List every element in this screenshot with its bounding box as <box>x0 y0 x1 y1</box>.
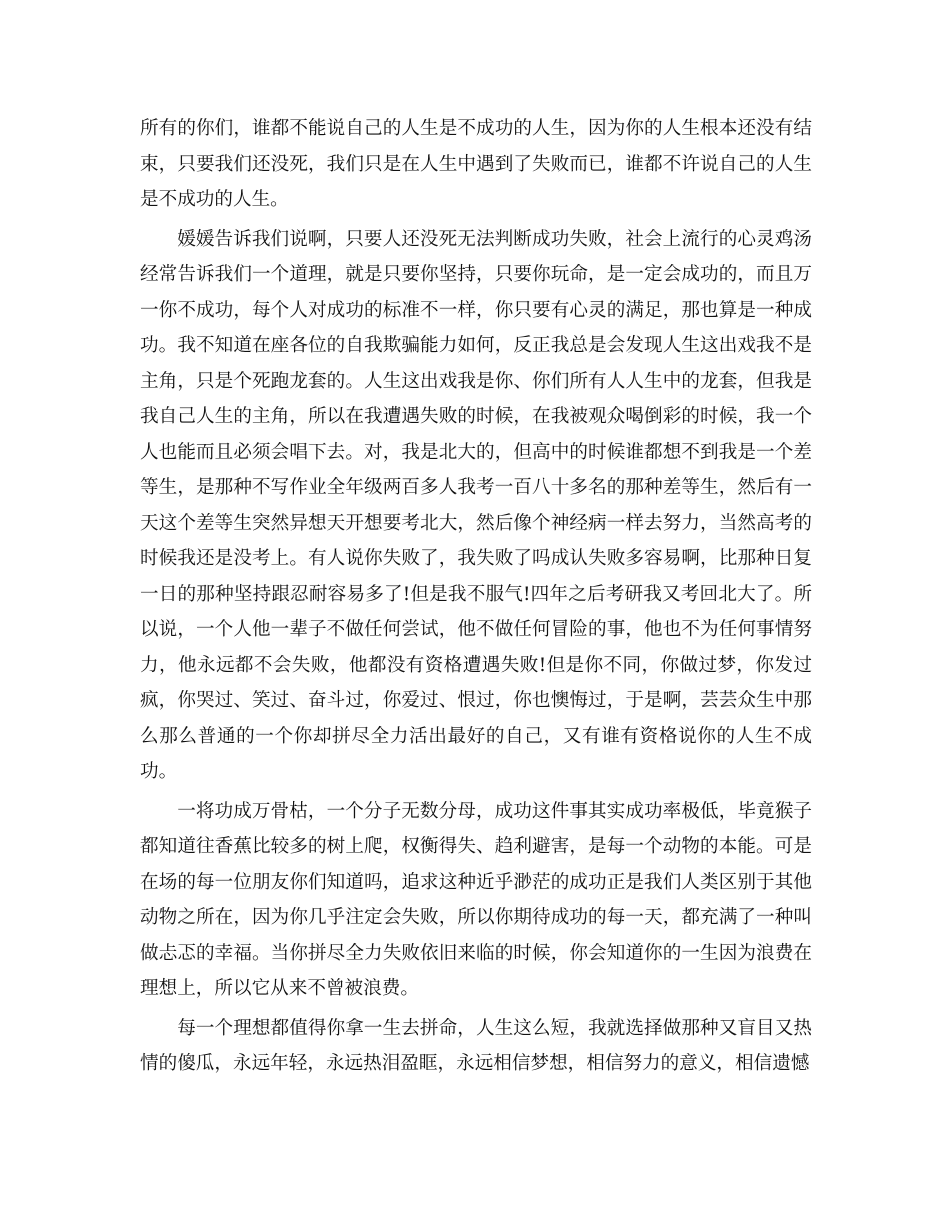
paragraph-3: 一将功成万骨枯，一个分子无数分母，成功这件事其实成功率极低，毕竟猴子都知道往香蕉比较多的树上爬，权衡得失、趋利避害，是每一个动物的本能。可是在场的每一位朋友你们知道吗，追求这种近乎渺茫的成功正是我们人类区别于其他动物之所在，因为你几乎注定会失败，所以你期待成功的每一天，都充满了一种叫做忐忑的幸福。当你拼尽全力失败依旧来临的时候，你会知道你的一生因为浪费在理想上，所以它从来不曾被浪费。 <box>140 800 812 999</box>
paragraph-2: 媛媛告诉我们说啊，只要人还没死无法判断成功失败，社会上流行的心灵鸡汤经常告诉我们一个道理，就是只要你坚持，只要你玩命，是一定会成功的，而且万一你不成功，每个人对成功的标准不一样，你只要有心灵的满足，那也算是一种成功。我不知道在座各位的自我欺骗能力如何，反正我总是会发现人生这出戏我不是主角，只是个死跑龙套的。人生这出戏我是你、你们所有人人生中的龙套，但我是我自己人生的主角，所以在我遭遇失败的时候，在我被观众喝倒彩的时候，我一个人也能而且必须会唱下去。对，我是北大的，但高中的时候谁都想不到我是一个差等生，是那种不写作业全年级两百多人我考一百八十多名的那种差等生，然后有一天这个差等生突然异想天开想要考北大，然后像个神经病一样去努力，当然高考的时候我还是没考上。有人说你失败了，我失败了吗成认失败多容易啊，比那种日复一日的那种坚持跟忍耐容易多了!但是我不服气!四年之后考研我又考回北大了。所以说，一个人他一辈子不做任何尝试，他不做任何冒险的事，他也不为任何事情努力，他永远都不会失败，他都没有资格遭遇失败!但是你不同，你做过梦，你发过疯，你哭过、笑过、奋斗过，你爱过、恨过，你也懊悔过，于是啊，芸芸众生中那么那么普通的一个你却拼尽全力活出最好的自己，又有谁有资格说你的人生不成功。 <box>140 228 812 782</box>
document-body <box>140 111 812 1086</box>
paragraph-4: 每一个理想都值得你拿一生去拼命，人生这么短，我就选择做那种又盲目又热情的傻瓜，永远年轻，永远热泪盈眶，永远相信梦想，相信努力的意义，相信遗憾 <box>140 1017 812 1074</box>
paragraph-1: 所有的你们，谁都不能说自己的人生是不成功的人生，因为你的人生根本还没有结束，只要我们还没死，我们只是在人生中遇到了失败而已，谁都不许说自己的人生是不成功的人生。 <box>140 118 812 210</box>
